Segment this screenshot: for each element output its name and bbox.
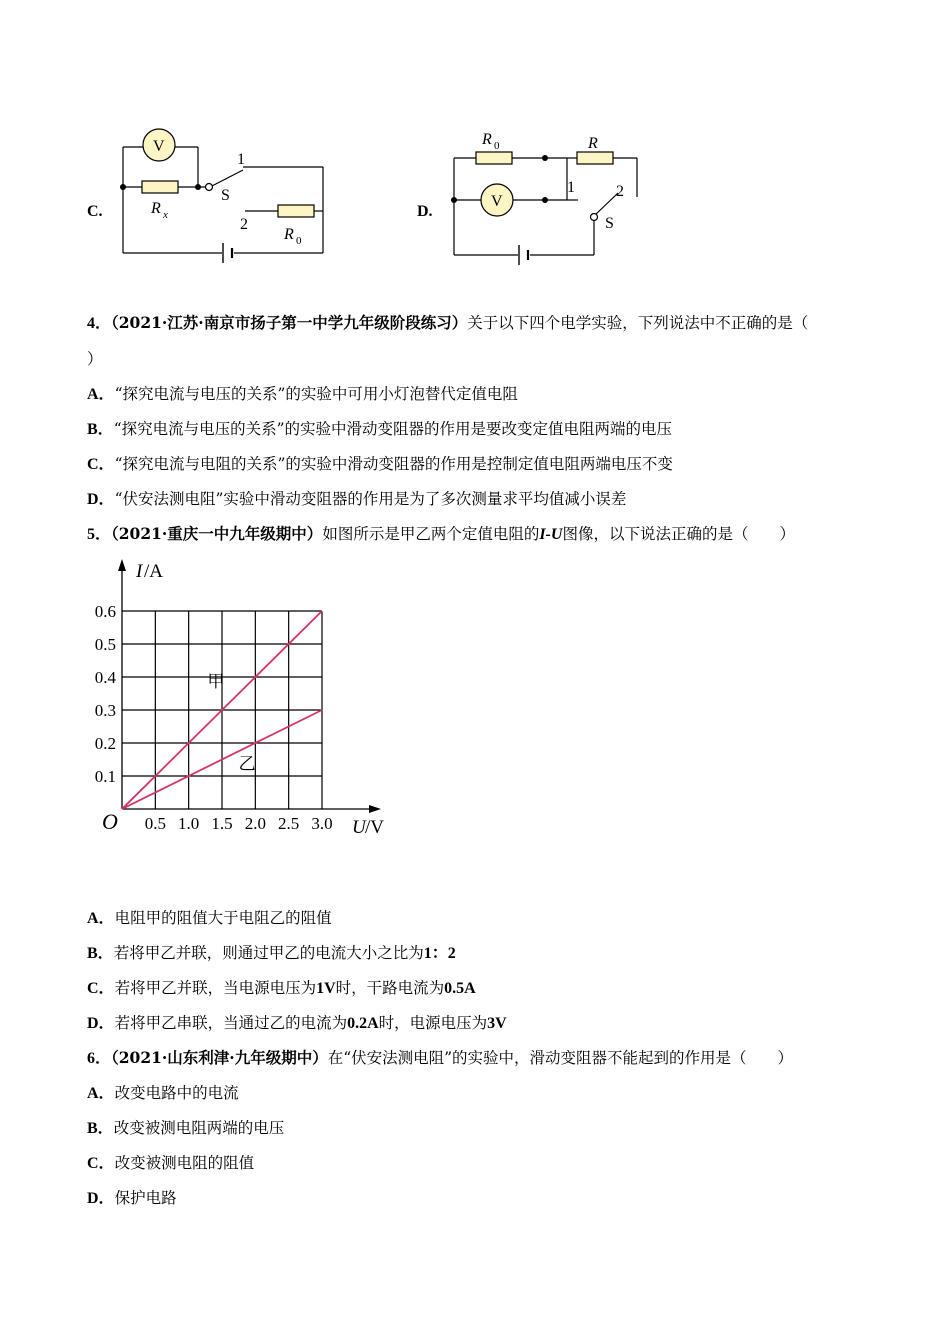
origin-label: O [102, 809, 118, 834]
resistor-rx-icon [142, 181, 178, 193]
x-axis-arrow-icon [369, 805, 381, 813]
q5-number: 5． [87, 526, 112, 543]
circuit-c-contact2: 2 [240, 216, 248, 233]
resistor-r-icon [577, 152, 613, 164]
x-tick-label: 2.0 [244, 814, 266, 833]
circuit-c-switch-text: S [221, 187, 230, 204]
circuit-c-rx-sub: x [163, 209, 168, 221]
circuit-d-r-text: R [588, 135, 598, 152]
series-jia-label: 甲 [207, 671, 225, 692]
q6-option-d: D．保护电路 [87, 1189, 177, 1207]
q5-option-a: A．电阻甲的阻值大于电阻乙的阻值 [87, 909, 332, 927]
x-tick-label: 0.5 [144, 814, 166, 833]
q6-option-b: B．改变被测电阻两端的电压 [87, 1119, 285, 1137]
y-tick-label: 0.6 [94, 602, 116, 621]
y-tick-label: 0.4 [94, 668, 116, 687]
q5-source: （2021·重庆一中九年级期中） [111, 524, 323, 543]
circuit-d-diagram [440, 120, 660, 280]
q4-stem [87, 313, 808, 334]
circuit-d-contact2: 2 [616, 183, 624, 200]
y-tick-label: 0.3 [94, 701, 116, 720]
y-axis-label-quantity: I [136, 561, 143, 582]
circuit-d-label: D. [417, 203, 433, 220]
resistor-r0-icon [476, 152, 512, 164]
switch-pivot-icon [206, 184, 213, 191]
x-tick-label: 3.0 [311, 814, 333, 833]
q6-source: （2021·山东利津·九年级期中） [111, 1048, 328, 1067]
q5-option-b: B．若将甲乙并联，则通过甲乙的电流大小之比为1：2 [87, 944, 456, 962]
q6-stem-text: 在“伏安法测电阻”的实验中，滑动变阻器不能起到的作用是（ ） [327, 1049, 794, 1067]
x-tick-label: 2.5 [278, 814, 300, 833]
circuit-d-r0-sub: 0 [494, 140, 500, 152]
q6-option-c: C．改变被测电阻的阻值 [87, 1154, 255, 1172]
circuit-d-r0-text: R [482, 131, 492, 148]
circuit-d-contact1: 1 [567, 179, 575, 196]
resistor-r0-icon [278, 205, 314, 217]
y-axis-arrow-icon [118, 559, 126, 571]
circuit-c-label: C. [87, 203, 103, 220]
q6-number: 6． [87, 1050, 112, 1067]
x-tick-label: 1.0 [178, 814, 200, 833]
q5-option-c: C．若将甲乙并联，当电源电压为1V时，干路电流为0.5A [87, 979, 476, 997]
q4-source: （2021·江苏·南京市扬子第一中学九年级阶段练习） [111, 313, 468, 332]
circuit-c-voltmeter-text: V [153, 138, 165, 155]
q4-number: 4． [87, 315, 112, 332]
y-axis-label-unit: /A [144, 561, 163, 582]
q4-option-a: A．“探究电流与电压的关系”的实验中可用小灯泡替代定值电阻 [87, 385, 518, 403]
y-tick-label: 0.5 [94, 635, 116, 654]
q4-stem-end: ） [87, 350, 103, 368]
q4-option-b: B．“探究电流与电压的关系”的实验中滑动变阻器的作用是要改变定值电阻两端的电压 [87, 420, 673, 438]
y-tick-label: 0.1 [94, 767, 116, 786]
circuit-c-contact1: 1 [237, 151, 245, 168]
circuit-d-switch-text: S [605, 215, 614, 232]
q4-option-d: D．“伏安法测电阻”实验中滑动变阻器的作用是为了多次测量求平均值减小误差 [87, 490, 627, 508]
q5-iu-text: I-U [539, 526, 563, 543]
y-tick-label: 0.2 [94, 734, 116, 753]
series-yi-label: 乙 [238, 754, 256, 775]
x-tick-label: 1.5 [211, 814, 233, 833]
circuit-d-voltmeter-text: V [491, 193, 503, 210]
iu-chart [90, 555, 400, 845]
q6-option-a: A．改变电路中的电流 [87, 1084, 239, 1102]
q5-option-d: D．若将甲乙串联，当通过乙的电流为0.2A时，电源电压为3V [87, 1014, 507, 1032]
q4-stem-text: 关于以下四个电学实验，下列说法中不正确的是（ [467, 314, 809, 332]
circuit-c-diagram [110, 120, 340, 280]
q6-stem [87, 1048, 793, 1069]
circuit-c-r0-text: R [284, 226, 294, 243]
circuit-c-r0-sub: 0 [296, 235, 302, 247]
circuit-c-rx-text: R [151, 200, 161, 217]
switch-pivot-icon [591, 214, 598, 221]
q5-stem: 5．（2021·重庆一中九年级期中）如图所示是甲乙两个定值电阻的I-U图像，以下说法正确的是（ ） [87, 524, 795, 543]
x-axis-label-unit: /V [365, 817, 384, 838]
x-axis-label-quantity: U [352, 817, 366, 838]
q4-option-c: C．“探究电流与电阻的关系”的实验中滑动变阻器的作用是控制定值电阻两端电压不变 [87, 455, 673, 473]
